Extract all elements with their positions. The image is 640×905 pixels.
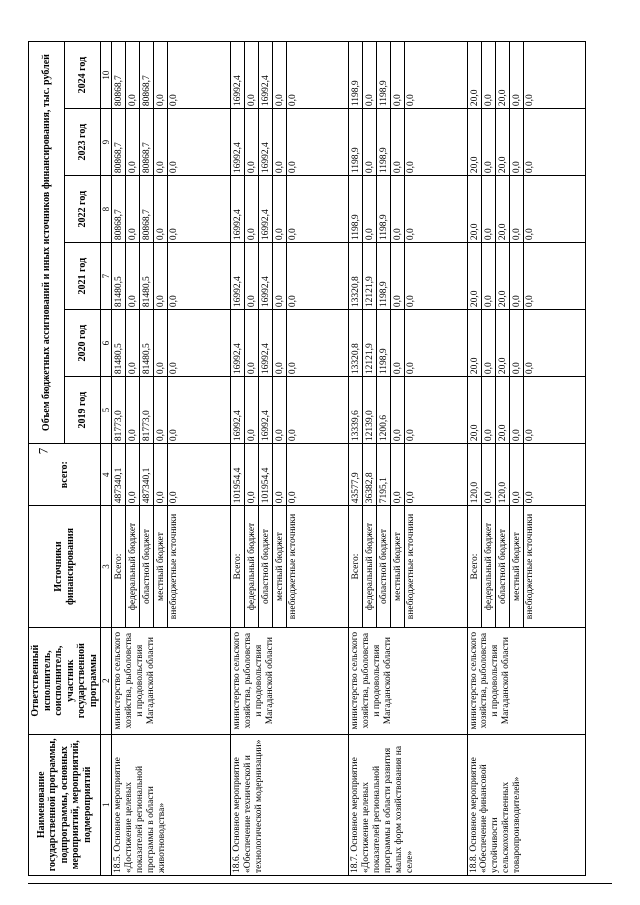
amount-value: 1198,9 [377,176,391,242]
amount-value: 16992,4 [259,42,273,108]
header-total: всего: [29,444,101,506]
header-year: 2024 год [65,42,101,109]
amount-value: 0,0 [154,42,168,108]
amount-value: 0,0 [406,362,417,375]
amount-value: 0,0 [169,429,180,442]
amount-value: 0,0 [287,161,298,174]
amount-value: 0,0 [363,109,377,175]
amount-value: 487340,1 [140,444,154,505]
amount-value: 13320,8 [349,243,363,309]
amount-value: 0,0 [245,377,259,443]
amount-value: 0,0 [169,161,180,174]
amount-value: 20,0 [496,310,510,376]
year-cell [112,310,230,377]
source-label: внебюджетные источники [406,513,417,620]
page-number: 7 [35,447,51,455]
amount-value: 16992,4 [231,42,245,108]
measure-name: 18.7. Основное мероприятие «Достижение целевых показателей региональной программы в области развития малых форм хозяйствования на селе» [349,734,467,875]
amount-value: 1198,9 [349,42,363,108]
amount-value: 1198,9 [349,109,363,175]
amount-value: 0,0 [154,176,168,242]
amount-value: 1198,9 [377,243,391,309]
amount-value: 0,0 [287,94,298,107]
executor: министерство сельского хозяйства, рыболовства и продовольствия Магаданской области [349,627,467,734]
amount-value: 81773,0 [140,377,154,443]
amount-value: 0,0 [245,310,259,376]
source-label: внебюджетные источники [169,513,180,620]
total-cell [349,444,467,506]
source-label: внебюджетные источники [524,513,535,620]
total-cell [230,444,348,506]
amount-value: 80868,7 [140,42,154,108]
header-year: 2023 год [65,109,101,176]
amount-value: 0,0 [482,109,496,175]
amount-value: 0,0 [524,161,535,174]
amount-value: 0,0 [245,444,259,505]
amount-value: 0,0 [126,310,140,376]
amount-value: 0,0 [391,42,405,108]
year-cell [112,176,230,243]
amount-value: 12139,0 [363,377,377,443]
column-number: 3 [101,506,112,628]
sources-cell [349,506,467,628]
header-year: 2019 год [65,377,101,444]
amount-value: 0,0 [510,109,524,175]
amount-value: 1198,9 [377,109,391,175]
amount-value: 0,0 [510,176,524,242]
amount-value: 80868,7 [112,109,126,175]
amount-value: 0,0 [363,176,377,242]
source-label: внебюджетные источники [287,513,298,620]
amount-value: 16992,4 [231,377,245,443]
header-volume: Объем бюджетных ассигнований и иных источников финансирования, тыс. рублей [29,42,65,444]
amount-value: 1198,9 [349,176,363,242]
year-cell [349,243,467,310]
amount-value: 120,0 [468,444,482,505]
amount-value: 80868,7 [112,176,126,242]
amount-value: 16992,4 [231,310,245,376]
amount-value: 0,0 [482,243,496,309]
amount-value: 0,0 [154,243,168,309]
amount-value: 0,0 [482,377,496,443]
amount-value: 0,0 [273,310,287,376]
source-label: местный бюджет [154,506,168,627]
amount-value: 0,0 [273,42,287,108]
column-number: 2 [101,627,112,734]
amount-value: 0,0 [482,42,496,108]
header-sources: Источники финансирования [29,506,101,628]
bottom-rule [28,883,612,884]
amount-value: 0,0 [524,362,535,375]
amount-value: 0,0 [510,444,524,505]
amount-value: 487340,1 [112,444,126,505]
amount-value: 80868,7 [140,109,154,175]
year-cell [467,42,585,109]
amount-value: 0,0 [126,243,140,309]
source-label: областной бюджет [259,506,273,627]
amount-value: 0,0 [482,176,496,242]
amount-value: 0,0 [287,228,298,241]
executor: министерство сельского хозяйства, рыболовства и продовольствия Магаданской области [467,627,585,734]
amount-value: 0,0 [126,444,140,505]
year-cell [230,109,348,176]
amount-value: 101954,4 [259,444,273,505]
year-cell [230,377,348,444]
year-cell [467,243,585,310]
header-year: 2020 год [65,310,101,377]
year-cell [230,176,348,243]
amount-value: 16992,4 [259,377,273,443]
year-cell [349,310,467,377]
executor: министерство сельского хозяйства, рыболовства и продовольствия Магаданской области [112,627,230,734]
table-row [112,42,230,876]
executor: министерство сельского хозяйства, рыболовства и продовольствия Магаданской области [230,627,348,734]
amount-value: 0,0 [391,243,405,309]
amount-value: 0,0 [154,444,168,505]
amount-value: 0,0 [154,310,168,376]
source-label: местный бюджет [510,506,524,627]
source-label: Всего: [468,506,482,627]
amount-value: 16992,4 [259,176,273,242]
header-executor: Ответственный исполнитель, соисполнитель, участник государственной программы [29,627,101,734]
amount-value: 20,0 [496,377,510,443]
source-label: федеральный бюджет [126,506,140,627]
amount-value: 12121,9 [363,243,377,309]
amount-value: 0,0 [482,310,496,376]
amount-value: 81773,0 [112,377,126,443]
year-cell [112,42,230,109]
measure-name: 18.5. Основное мероприятие «Достижение целевых показателей региональной программы в области животноводства» [112,734,230,875]
column-number: 4 [101,444,112,506]
amount-value: 0,0 [273,444,287,505]
amount-value: 1198,9 [377,42,391,108]
measure-name: 18.6. Основное мероприятие «Обеспечение технической и технологической модернизации» [230,734,348,875]
amount-value: 0,0 [524,295,535,308]
budget-table [28,41,586,876]
amount-value: 0,0 [245,243,259,309]
source-label: Всего: [231,506,245,627]
column-number: 9 [101,109,112,176]
amount-value: 0,0 [406,94,417,107]
amount-value: 20,0 [496,176,510,242]
amount-value: 1200,6 [377,377,391,443]
header-name: Наименование государственной программы, подпрограммы, основных мероприятий, мероприятий, подмероприятий [29,734,101,875]
source-label: Всего: [349,506,363,627]
amount-value: 0,0 [406,161,417,174]
column-number-row [101,42,112,876]
amount-value: 0,0 [169,491,180,504]
amount-value: 0,0 [524,429,535,442]
column-number: 7 [101,243,112,310]
table-row [349,42,467,876]
amount-value: 0,0 [273,243,287,309]
amount-value: 20,0 [496,243,510,309]
table-row [467,42,585,876]
amount-value: 0,0 [391,109,405,175]
amount-value: 0,0 [126,42,140,108]
amount-value: 81480,5 [112,243,126,309]
amount-value: 0,0 [524,228,535,241]
amount-value: 81480,5 [140,243,154,309]
amount-value: 1198,9 [377,310,391,376]
amount-value: 0,0 [510,377,524,443]
amount-value: 0,0 [391,176,405,242]
year-cell [467,377,585,444]
source-label: Всего: [112,506,126,627]
amount-value: 0,0 [126,176,140,242]
total-cell [467,444,585,506]
amount-value: 0,0 [363,42,377,108]
amount-value: 0,0 [273,377,287,443]
source-label: областной бюджет [140,506,154,627]
amount-value: 13320,8 [349,310,363,376]
amount-value: 0,0 [524,94,535,107]
year-cell [112,109,230,176]
measure-name: 18.8. Основное мероприятие «Обеспечение финансовой устойчивости сельскохозяйственных товаропроизводителей» [467,734,585,875]
amount-value: 0,0 [406,491,417,504]
amount-value: 0,0 [169,228,180,241]
year-cell [467,176,585,243]
amount-value: 20,0 [468,42,482,108]
amount-value: 0,0 [169,362,180,375]
amount-value: 12121,9 [363,310,377,376]
amount-value: 0,0 [273,109,287,175]
amount-value: 20,0 [468,377,482,443]
year-cell [349,176,467,243]
amount-value: 0,0 [287,491,298,504]
amount-value: 7195,1 [377,444,391,505]
amount-value: 16992,4 [231,109,245,175]
amount-value: 16992,4 [259,310,273,376]
header-year: 2021 год [65,243,101,310]
amount-value: 16992,4 [259,109,273,175]
amount-value: 0,0 [510,310,524,376]
year-cell [230,310,348,377]
amount-value: 16992,4 [231,243,245,309]
amount-value: 81480,5 [140,310,154,376]
source-label: федеральный бюджет [482,506,496,627]
amount-value: 80868,7 [140,176,154,242]
year-cell [349,377,467,444]
year-cell [467,310,585,377]
amount-value: 20,0 [468,243,482,309]
year-cell [349,42,467,109]
sources-cell [230,506,348,628]
year-cell [112,377,230,444]
amount-value: 16992,4 [231,176,245,242]
amount-value: 0,0 [126,109,140,175]
amount-value: 0,0 [287,362,298,375]
year-cell [349,109,467,176]
sources-cell [467,506,585,628]
rotated-table-wrapper [28,41,543,876]
amount-value: 81480,5 [112,310,126,376]
table-body [112,42,586,876]
amount-value: 20,0 [468,310,482,376]
amount-value: 0,0 [287,429,298,442]
source-label: местный бюджет [273,506,287,627]
amount-value: 0,0 [245,109,259,175]
amount-value: 20,0 [496,42,510,108]
source-label: федеральный бюджет [245,506,259,627]
amount-value: 101954,4 [231,444,245,505]
amount-value: 80868,7 [112,42,126,108]
amount-value: 0,0 [287,295,298,308]
amount-value: 0,0 [524,491,535,504]
amount-value: 20,0 [468,109,482,175]
table-row [230,42,348,876]
amount-value: 0,0 [169,295,180,308]
amount-value: 20,0 [496,109,510,175]
column-number: 5 [101,377,112,444]
source-label: местный бюджет [391,506,405,627]
amount-value: 0,0 [169,94,180,107]
amount-value: 13339,6 [349,377,363,443]
amount-value: 0,0 [245,176,259,242]
amount-value: 0,0 [391,444,405,505]
year-cell [230,243,348,310]
column-number: 8 [101,176,112,243]
amount-value: 120,0 [496,444,510,505]
year-cell [112,243,230,310]
amount-value: 43577,9 [349,444,363,505]
year-cell [467,109,585,176]
source-label: областной бюджет [496,506,510,627]
total-cell [112,444,230,506]
amount-value: 0,0 [406,228,417,241]
amount-value: 0,0 [126,377,140,443]
source-label: федеральный бюджет [363,506,377,627]
amount-value: 0,0 [391,310,405,376]
column-number: 1 [101,734,112,875]
amount-value: 0,0 [510,42,524,108]
sources-cell [112,506,230,628]
amount-value: 0,0 [154,109,168,175]
amount-value: 0,0 [510,243,524,309]
amount-value: 0,0 [406,429,417,442]
amount-value: 0,0 [482,444,496,505]
amount-value: 0,0 [273,176,287,242]
column-number: 10 [101,42,112,109]
header-year: 2022 год [65,176,101,243]
amount-value: 16992,4 [259,243,273,309]
amount-value: 0,0 [391,377,405,443]
amount-value: 36382,8 [363,444,377,505]
column-number: 6 [101,310,112,377]
amount-value: 0,0 [406,295,417,308]
amount-value: 20,0 [468,176,482,242]
year-cell [230,42,348,109]
amount-value: 0,0 [245,42,259,108]
amount-value: 0,0 [154,377,168,443]
source-label: областной бюджет [377,506,391,627]
